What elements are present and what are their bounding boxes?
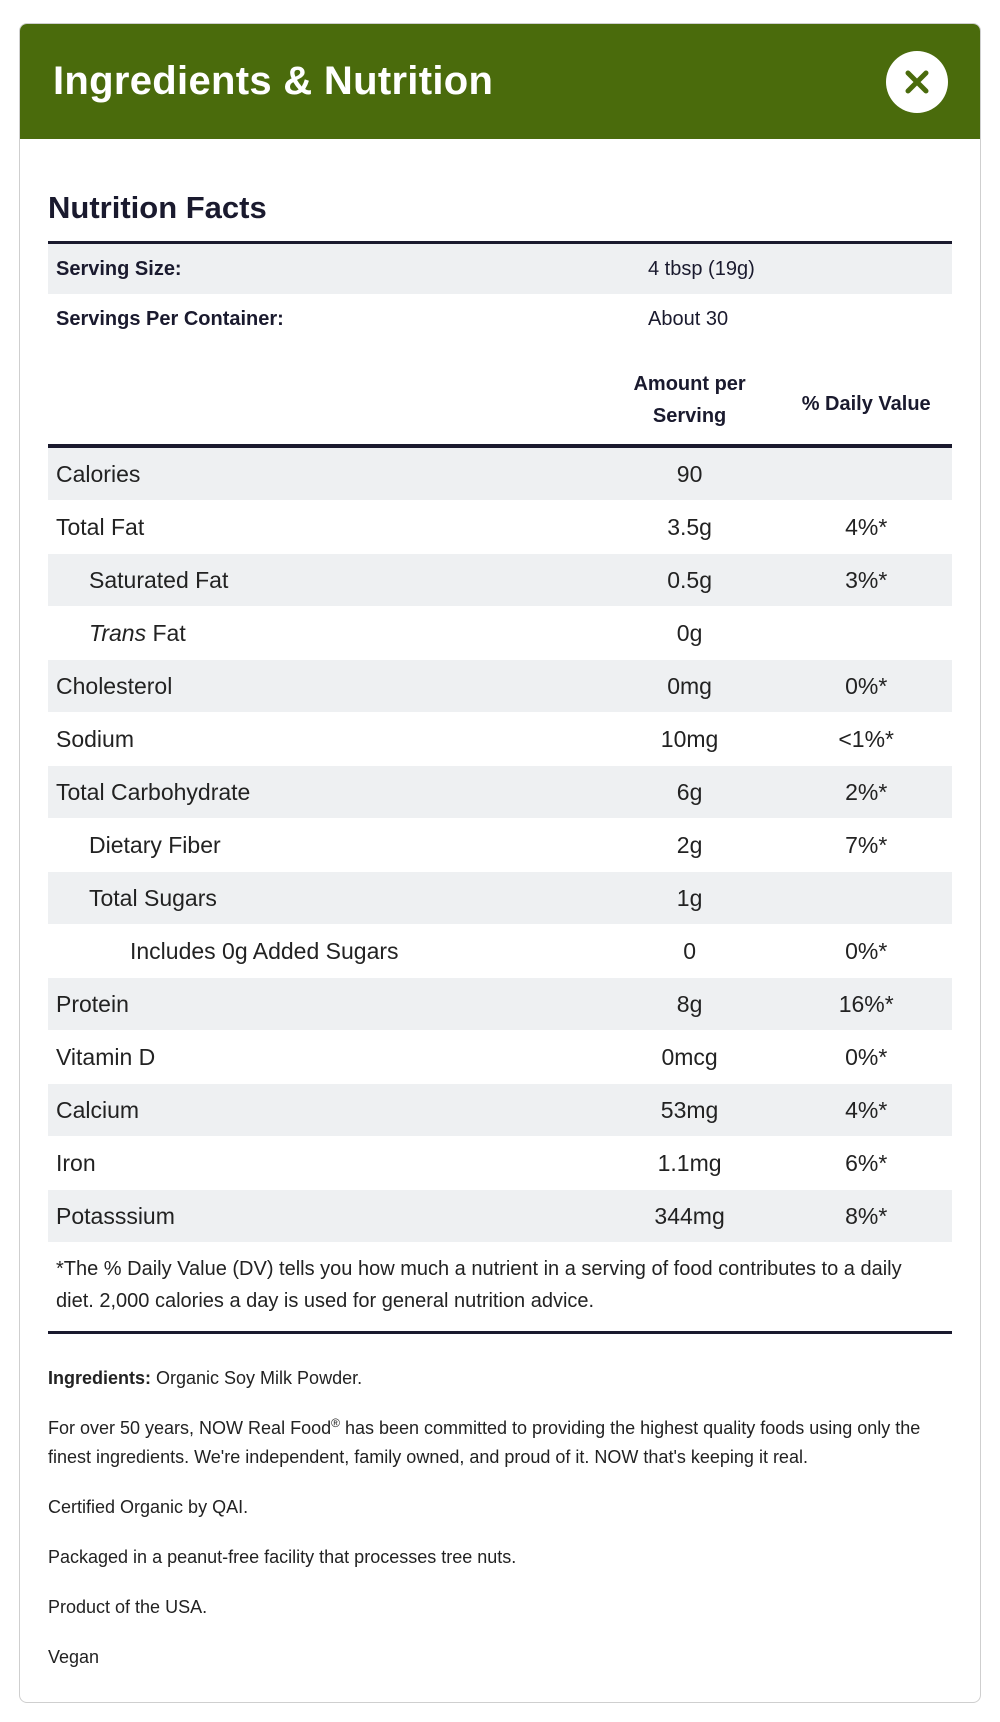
- nutrient-amount: 0mcg: [661, 1043, 718, 1070]
- nutrient-amount: 3.5g: [667, 513, 712, 540]
- nutrient-name: Vitamin D: [56, 1043, 156, 1070]
- nutrient-row: [48, 713, 952, 766]
- nutrient-table: [48, 448, 952, 1243]
- nutrient-name: Total Carbohydrate: [56, 778, 251, 805]
- serving-size-label: Serving Size:: [56, 257, 182, 280]
- nutrient-row: [48, 925, 952, 978]
- nutrient-amount: 344mg: [654, 1202, 725, 1229]
- servings-per-container-row: [48, 294, 952, 344]
- nutrient-daily-value: 16%*: [838, 990, 894, 1017]
- nutrient-row: [48, 1137, 952, 1190]
- nutrient-daily-value: 3%*: [845, 566, 888, 593]
- nutrient-amount: 1g: [676, 884, 703, 911]
- nutrient-name: Saturated Fat: [89, 566, 229, 593]
- nutrient-name: Calcium: [56, 1096, 140, 1123]
- nutrient-name-italic: Trans: [89, 619, 147, 646]
- nutrient-daily-value: 0%*: [845, 937, 888, 964]
- nutrient-amount: 6g: [676, 778, 703, 805]
- nutrient-daily-value: 7%*: [845, 831, 888, 858]
- nutrition-facts-title: Nutrition Facts: [48, 190, 267, 225]
- nutrient-amount: 0mg: [667, 672, 712, 699]
- nutrient-amount: 8g: [676, 990, 703, 1017]
- nutrient-row: [48, 660, 952, 713]
- vegan-text: Vegan: [48, 1647, 100, 1667]
- modal-header: [20, 24, 980, 139]
- nutrient-amount: 1.1mg: [657, 1149, 722, 1176]
- nutrient-daily-value: 6%*: [845, 1149, 888, 1176]
- nutrient-row: [48, 978, 952, 1031]
- daily-value-footnote: *The % Daily Value (DV) tells you how much a nutrient in a serving of food contributes to a daily diet. 2,000 calories a day is used for general nutrition advice.: [56, 1258, 902, 1312]
- product-info: [48, 1364, 952, 1672]
- nutrient-row: [48, 554, 952, 607]
- nutrient-amount: 90: [676, 460, 703, 487]
- nutrient-name: Protein: [56, 990, 129, 1017]
- divider: [48, 1331, 952, 1334]
- serving-size-value: 4 tbsp (19g): [648, 257, 755, 280]
- close-icon: [904, 69, 930, 95]
- close-button[interactable]: [886, 51, 948, 113]
- nutrient-daily-value: 0%*: [845, 1043, 888, 1070]
- amount-header-line1: Amount per: [633, 373, 746, 395]
- nutrition-modal: [19, 23, 981, 1703]
- nutrient-daily-value: 4%*: [845, 1096, 888, 1123]
- brand-text-1: For over 50 years, NOW Real Food: [48, 1418, 332, 1438]
- nutrient-name: Calories: [56, 460, 141, 487]
- nutrient-amount: 0: [683, 937, 697, 964]
- daily-value-header: % Daily Value: [801, 393, 931, 415]
- nutrient-name-text: Fat: [152, 619, 186, 646]
- nutrient-row: [48, 448, 952, 501]
- certified-organic-text: Certified Organic by QAI.: [48, 1497, 249, 1517]
- ingredients-label: Ingredients:: [48, 1368, 152, 1388]
- nutrient-name: Dietary Fiber: [89, 831, 221, 858]
- nutrient-row: [48, 819, 952, 872]
- nutrient-daily-value: 4%*: [845, 513, 888, 540]
- modal-title: Ingredients & Nutrition: [53, 59, 494, 103]
- nutrient-row: [48, 1190, 952, 1243]
- nutrient-name: Includes 0g Added Sugars: [130, 937, 399, 964]
- nutrient-row: [48, 872, 952, 925]
- ingredients-paragraph: [48, 1364, 952, 1393]
- amount-header-line2: Serving: [652, 405, 727, 427]
- servings-per-container-value: About 30: [648, 307, 729, 330]
- nutrient-daily-value: 8%*: [845, 1202, 888, 1229]
- registered-mark: ®: [331, 1416, 340, 1430]
- nutrient-amount: 2g: [676, 831, 703, 858]
- nutrient-row: [48, 607, 952, 660]
- nutrient-row: [48, 1084, 952, 1137]
- nutrient-row: [48, 766, 952, 819]
- nutrient-daily-value: 2%*: [845, 778, 888, 805]
- nutrient-name: Potasssium: [56, 1202, 175, 1229]
- ingredients-text: Organic Soy Milk Powder.: [151, 1368, 363, 1388]
- nutrient-name: Iron: [56, 1149, 96, 1176]
- nutrient-amount: 0g: [676, 619, 703, 646]
- nutrient-amount: 53mg: [660, 1096, 719, 1123]
- amount-per-serving-header: [599, 368, 781, 432]
- nutrient-daily-value: 0%*: [845, 672, 888, 699]
- servings-per-container-label: Servings Per Container:: [56, 307, 284, 330]
- nutrient-name: Sodium: [56, 725, 134, 752]
- nutrient-row: [48, 501, 952, 554]
- allergen-text: Packaged in a peanut-free facility that processes tree nuts.: [48, 1547, 517, 1567]
- nutrient-amount: 0.5g: [667, 566, 712, 593]
- origin-text: Product of the USA.: [48, 1597, 208, 1617]
- nutrient-row: [48, 1031, 952, 1084]
- nutrient-amount: 10mg: [660, 725, 719, 752]
- serving-size-row: [48, 244, 952, 294]
- modal-content: [20, 190, 980, 1672]
- nutrient-name: Total Fat: [56, 513, 145, 540]
- brand-text-2: has been committed to providing the highest quality foods using only the finest ingredients. We're independent, family owned, and proud of it. NOW that's keeping it real.: [48, 1418, 921, 1467]
- nutrient-daily-value: <1%*: [838, 725, 894, 752]
- nutrient-name: Cholesterol: [56, 672, 173, 699]
- nutrition-column-headers: [48, 344, 952, 444]
- nutrient-name: [48, 620, 599, 647]
- brand-paragraph: [48, 1414, 952, 1472]
- nutrient-name: Total Sugars: [89, 884, 217, 911]
